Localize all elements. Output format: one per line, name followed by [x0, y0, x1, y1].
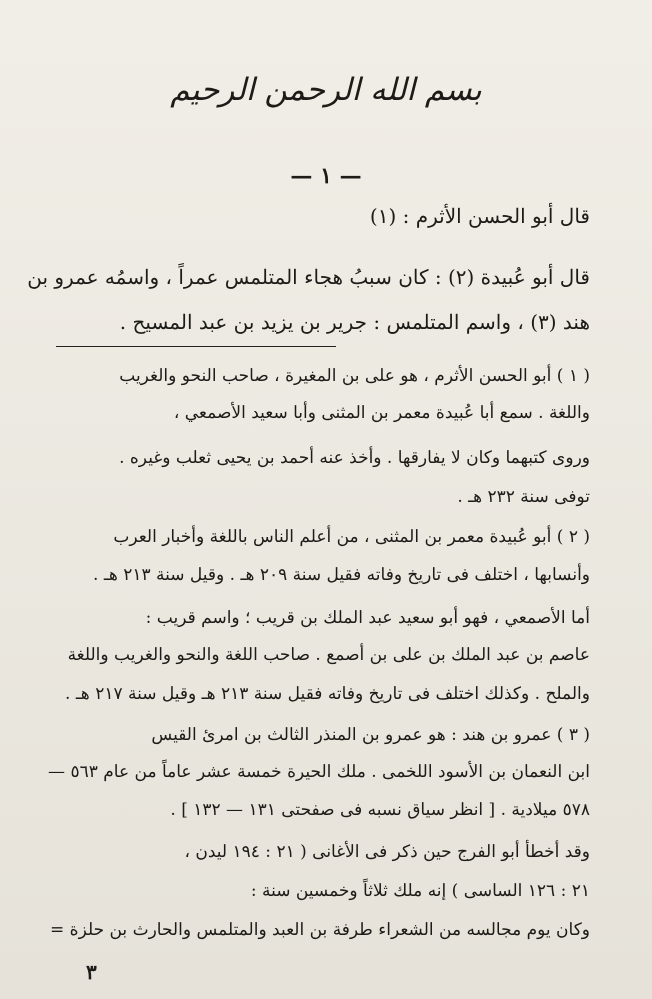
- footnote-line: ابن النعمان بن الأسود اللخمى . ملك الحيرة خمسة عشر عاماً من عام ٥٦٣ —: [48, 762, 590, 782]
- footnote-line: توفى سنة ٢٣٢ هـ .: [457, 487, 590, 507]
- footnote-divider: [56, 346, 336, 347]
- main-text-line: قال أبو عُبيدة (٢) : كان سببُ هجاء المتلمس عمراً ، واسمُه عمرو بن: [27, 265, 590, 289]
- main-text-line: قال أبو الحسن الأثرم : (١): [369, 204, 590, 228]
- footnote-line: أما الأصمعي ، فهو أبو سعيد عبد الملك بن قريب ؛ واسم قريب :: [145, 608, 590, 628]
- footnote-line: ( ٢ ) أبو عُبيدة معمر بن المثنى ، من أعلم الناس باللغة وأخبار العرب: [113, 527, 590, 547]
- footnote-line: واللغة . سمع أبا عُبيدة معمر بن المثنى وأبا سعيد الأصمعي ،: [173, 403, 590, 423]
- footnote-line: والملح . وكذلك اختلف فى تاريخ وفاته فقيل سنة ٢١٣ هـ وقيل سنة ٢١٧ هـ .: [65, 684, 590, 704]
- footnote-line: عاصم بن عبد الملك بن على بن أصمع . صاحب اللغة والنحو والغريب واللغة: [67, 645, 590, 665]
- footnote-line: ( ١ ) أبو الحسن الأثرم ، هو على بن المغيرة ، صاحب النحو والغريب: [119, 366, 590, 386]
- main-text-line: هند (٣) ، واسم المتلمس : جرير بن يزيد بن عبد المسيح .: [119, 310, 590, 334]
- section-number: — ١ —: [290, 163, 362, 189]
- footnote-line: وروى كتبهما وكان لا يفارقها . وأخذ عنه أحمد بن يحيى ثعلب وغيره .: [119, 448, 590, 468]
- footnote-line: ( ٣ ) عمرو بن هند : هو عمرو بن المنذر الثالث بن امرئ القيس: [151, 725, 590, 745]
- page-number: ٣: [86, 960, 97, 984]
- footnote-line: ٥٧٨ ميلادية . [ انظر سياق نسبه فى صفحتى ١٣١ — ١٣٢ ] .: [170, 800, 590, 820]
- footnote-line: وأنسابها ، اختلف فى تاريخ وفاته فقيل سنة ٢٠٩ هـ . وقيل سنة ٢١٣ هـ .: [93, 565, 590, 585]
- footnote-line: وكان يوم مجالسه من الشعراء طرفة بن العبد والمتلمس والحارث بن حلزة =: [50, 920, 590, 940]
- footnote-line: ٢١ : ١٢٦ الساسى ) إنه ملك ثلاثاً وخمسين سنة :: [250, 881, 590, 901]
- basmala-heading: بسم الله الرحمن الرحيم: [170, 72, 482, 108]
- footnote-line: وقد أخطأ أبو الفرج حين ذكر فى الأغانى ( ٢١ : ١٩٤ ليدن ،: [184, 842, 590, 862]
